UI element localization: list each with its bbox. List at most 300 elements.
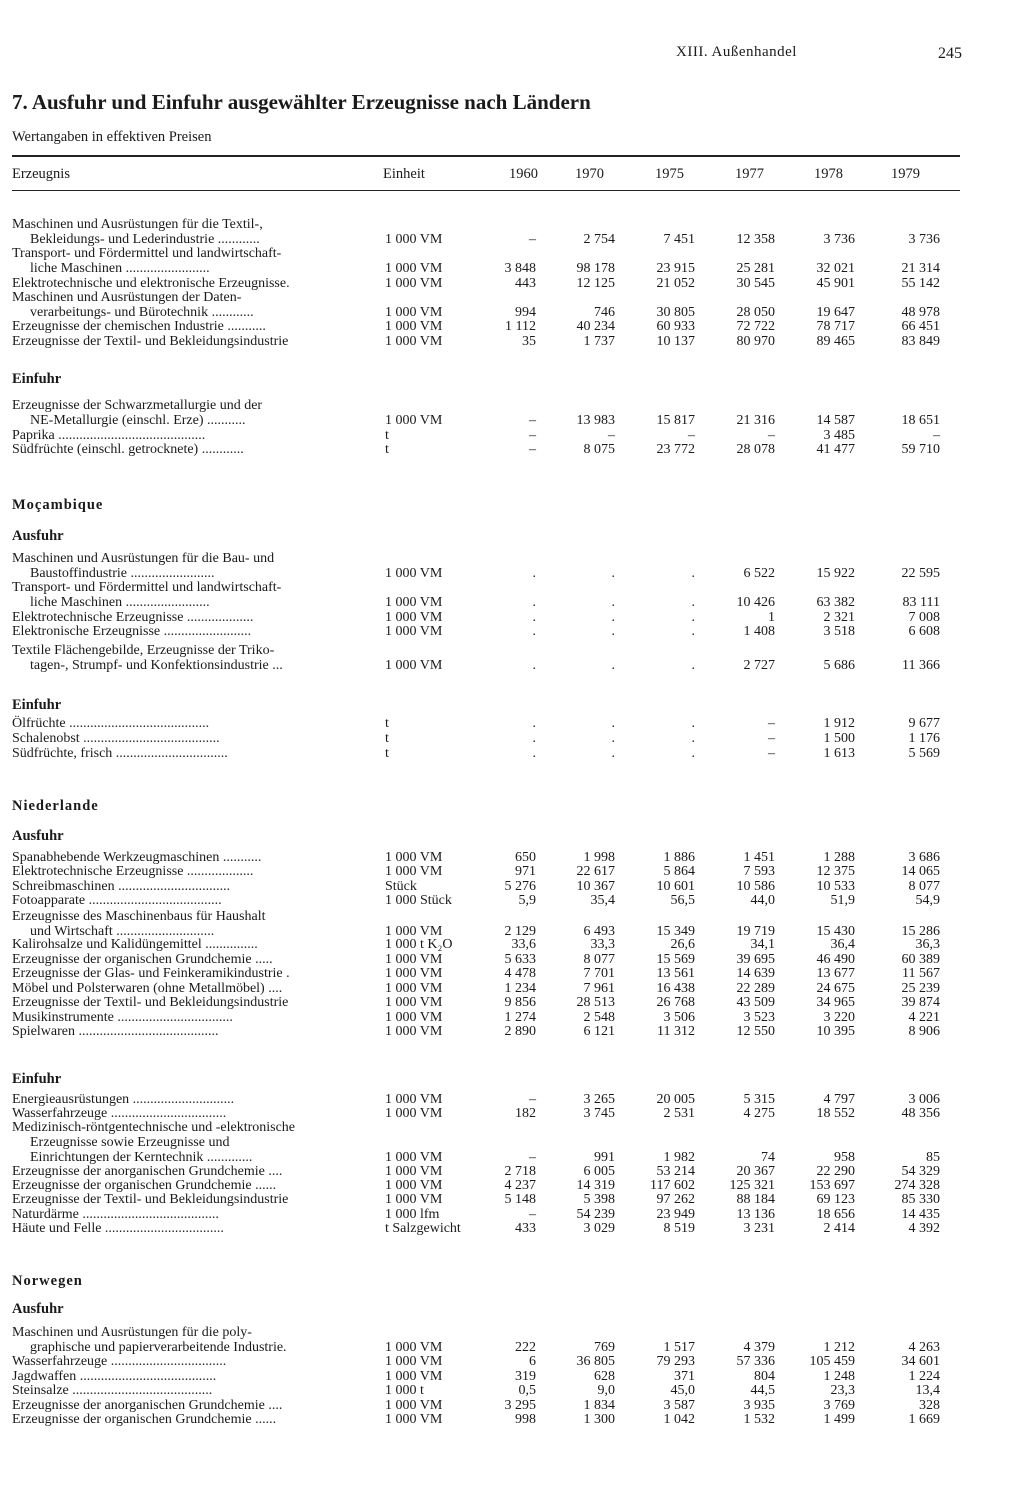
table-row [0,937,1024,952]
product-name: Südfrüchte, frisch ................................ [12,746,228,761]
value-cell: 12 358 [736,232,775,247]
value-cell: 6 493 [583,924,615,939]
value-cell: 319 [515,1369,536,1384]
value-cell: 79 293 [656,1354,695,1369]
group-heading: Einfuhr [12,371,62,387]
unit-cell: 1 000 VM [385,1178,443,1193]
column-header-product: Erzeugnis [12,166,70,182]
value-cell: 51,9 [830,893,855,908]
unit-cell: 1 000 VM [385,1354,443,1369]
unit-cell: 1 000 VM [385,1412,443,1427]
group-heading: Einfuhr [12,1071,62,1087]
value-cell: 3 295 [504,1398,536,1413]
value-cell: 26 768 [656,995,695,1010]
value-cell: – [933,428,940,443]
value-cell: 6 522 [743,566,775,581]
unit-cell: 1 000 lfm [385,1207,440,1222]
value-cell: 6 121 [583,1024,615,1039]
value-cell: 9 856 [504,995,536,1010]
value-cell: 3 265 [583,1092,615,1107]
value-cell: 4 797 [823,1092,855,1107]
unit-cell: 1 000 VM [385,924,443,939]
value-cell: 45 901 [816,276,855,291]
table-row [0,1398,1024,1413]
product-name: Einrichtungen der Kerntechnik ............. [30,1150,253,1165]
value-cell: 54,9 [915,893,940,908]
table-row [0,290,1024,320]
unit-cell: 1 000 VM [385,334,443,349]
value-cell: 19 719 [736,924,775,939]
value-cell: 9,0 [597,1383,615,1398]
value-cell: 8 077 [908,879,940,894]
value-cell: . [611,658,615,673]
product-name: Musikinstrumente ................................. [12,1010,233,1025]
table-row [0,1010,1024,1025]
product-name: Erzeugnisse sowie Erzeugnisse und [30,1135,230,1150]
value-cell: 97 262 [656,1192,695,1207]
value-cell: 23 915 [656,261,695,276]
table-row [0,966,1024,981]
value-cell: 10 367 [576,879,615,894]
value-cell: 10 533 [816,879,855,894]
value-cell: 1 288 [823,850,855,865]
product-name: graphische und papierverarbeitende Industrie. [30,1340,287,1355]
value-cell: 14 639 [736,966,775,981]
value-cell: 44,5 [750,1383,775,1398]
value-cell: 7 008 [908,610,940,625]
value-cell: – [768,716,775,731]
value-cell: 57 336 [736,1354,775,1369]
table-row [0,1383,1024,1398]
value-cell: 83 111 [902,595,940,610]
value-cell: 8 077 [583,952,615,967]
value-cell: 15 569 [656,952,695,967]
table-row [0,893,1024,908]
product-name: Erzeugnisse der anorganischen Grundchemie .... [12,1398,283,1413]
value-cell: 48 356 [901,1106,940,1121]
value-cell: 24 675 [816,981,855,996]
table-row [0,952,1024,967]
table-row [0,1164,1024,1179]
value-cell: 22 617 [576,864,615,879]
product-name: Maschinen und Ausrüstungen für die poly- [12,1325,252,1340]
value-cell: 22 290 [816,1164,855,1179]
table-row [0,1092,1024,1107]
value-cell: . [532,716,536,731]
value-cell: 14 587 [816,413,855,428]
value-cell: 14 065 [901,864,940,879]
unit-cell: t [385,731,389,746]
value-cell: – [529,428,536,443]
value-cell: 1 912 [823,716,855,731]
value-cell: 2 129 [504,924,536,939]
value-cell: 8 075 [583,442,615,457]
value-cell: 1 212 [823,1340,855,1355]
unit-cell: 1 000 VM [385,261,443,276]
value-cell: 28 513 [576,995,615,1010]
value-cell: 7 451 [663,232,695,247]
product-name: Erzeugnisse der organischen Grundchemie ..... [12,952,273,967]
unit-cell: 1 000 VM [385,1369,443,1384]
value-cell: 12 550 [736,1024,775,1039]
unit-cell: t [385,428,389,443]
value-cell: 5 276 [504,879,536,894]
table-row [0,643,1024,673]
value-cell: 15 286 [901,924,940,939]
value-cell: 6 005 [583,1164,615,1179]
column-header-1975: 1975 [655,166,684,182]
value-cell: 98 178 [576,261,615,276]
value-cell: 182 [515,1106,536,1121]
product-name: Maschinen und Ausrüstungen der Daten- [12,290,242,305]
value-cell: 10 395 [816,1024,855,1039]
value-cell: . [611,610,615,625]
product-name: Fotoapparate ...................................... [12,893,222,908]
unit-cell: 1 000 VM [385,566,443,581]
unit-cell: 1 000 VM [385,610,443,625]
product-name: Energieausrüstungen ............................. [12,1092,235,1107]
value-cell: . [611,746,615,761]
value-cell: 10 426 [736,595,775,610]
value-cell: 4 392 [908,1221,940,1236]
unit-cell: 1 000 VM [385,1398,443,1413]
value-cell: 5 569 [908,746,940,761]
value-cell: 3 686 [908,850,940,865]
table-row [0,580,1024,610]
product-name: Erzeugnisse der Textil- und Bekleidungsindustrie [12,1192,289,1207]
table-row [0,217,1024,247]
value-cell: 74 [761,1150,775,1165]
table-row [0,428,1024,443]
value-cell: . [691,716,695,731]
table-header-rule [12,190,960,191]
unit-cell: 1 000 VM [385,1106,443,1121]
product-name: Maschinen und Ausrüstungen für die Bau- und [12,551,275,566]
value-cell: 21 316 [736,413,775,428]
value-cell: 85 330 [901,1192,940,1207]
product-name: Elektrotechnische Erzeugnisse ................... [12,864,254,879]
unit-cell: 1 000 VM [385,850,443,865]
column-header-1970: 1970 [575,166,604,182]
table-row [0,1325,1024,1355]
value-cell: 994 [515,305,536,320]
table-row [0,995,1024,1010]
value-cell: 1 886 [663,850,695,865]
value-cell: 3 006 [908,1092,940,1107]
value-cell: 971 [515,864,536,879]
value-cell: 1 613 [823,746,855,761]
product-name: Elektrotechnische Erzeugnisse ................... [12,610,254,625]
value-cell: 20 005 [656,1092,695,1107]
value-cell: 12 125 [576,276,615,291]
value-cell: 4 379 [743,1340,775,1355]
value-cell: 8 906 [908,1024,940,1039]
value-cell: 15 349 [656,924,695,939]
value-cell: . [611,566,615,581]
table-row [0,624,1024,639]
value-cell: 46 490 [816,952,855,967]
value-cell: 5 686 [823,658,855,673]
value-cell: 13,4 [915,1383,940,1398]
value-cell: 2 890 [504,1024,536,1039]
table-row [0,746,1024,761]
product-name: Schreibmaschinen ................................ [12,879,231,894]
table-row [0,1369,1024,1384]
page-title: 7. Ausfuhr und Einfuhr ausgewählter Erzeugnisse nach Ländern [12,90,591,114]
country-heading: Norwegen [12,1273,83,1289]
value-cell: 2 321 [823,610,855,625]
value-cell: 153 697 [809,1178,855,1193]
product-name: liche Maschinen ........................ [30,595,210,610]
value-cell: 1 234 [504,981,536,996]
value-cell: 41 477 [816,442,855,457]
value-cell: 33,3 [590,937,615,952]
value-cell: 7 593 [743,864,775,879]
product-name: Textile Flächengebilde, Erzeugnisse der Triko- [12,643,275,658]
value-cell: 14 319 [576,1178,615,1193]
table-top-rule [12,155,960,157]
value-cell: . [691,595,695,610]
value-cell: 3 231 [743,1221,775,1236]
value-cell: 48 978 [901,305,940,320]
product-name: Wasserfahrzeuge ................................. [12,1354,227,1369]
unit-cell: t [385,716,389,731]
value-cell: 19 647 [816,305,855,320]
value-cell: 26,6 [670,937,695,952]
product-name: und Wirtschaft ............................ [30,924,215,939]
product-name: Elektrotechnische und elektronische Erzeugnisse. [12,276,290,291]
unit-cell: t Salzgewicht [385,1221,461,1236]
group-heading: Ausfuhr [12,528,64,544]
value-cell: 3 745 [583,1106,615,1121]
unit-cell: t [385,746,389,761]
value-cell: 628 [594,1369,615,1384]
unit-cell: 1 000 VM [385,413,443,428]
value-cell: 125 321 [729,1178,775,1193]
value-cell: 35,4 [590,893,615,908]
value-cell: 958 [834,1150,855,1165]
value-cell: 9 677 [908,716,940,731]
value-cell: 0,5 [518,1383,536,1398]
product-name: Bekleidungs- und Lederindustrie ............ [30,232,260,247]
unit-cell: 1 000 Stück [385,893,452,908]
value-cell: 5 315 [743,1092,775,1107]
value-cell: 443 [515,276,536,291]
value-cell: 33,6 [511,937,536,952]
value-cell: – [529,232,536,247]
value-cell: 3 523 [743,1010,775,1025]
unit-cell: 1 000 VM [385,966,443,981]
table-row [0,1221,1024,1236]
value-cell: 13 561 [656,966,695,981]
column-header-1977: 1977 [735,166,764,182]
value-cell: 4 478 [504,966,536,981]
table-row [0,716,1024,731]
value-cell: – [608,428,615,443]
value-cell: . [691,566,695,581]
value-cell: 3 485 [823,428,855,443]
value-cell: 25 239 [901,981,940,996]
value-cell: 28 050 [736,305,775,320]
page-number: 245 [938,45,962,62]
value-cell: 22 595 [901,566,940,581]
value-cell: 36,3 [915,937,940,952]
value-cell: 222 [515,1340,536,1355]
product-name: Schalenobst ....................................... [12,731,220,746]
table-row [0,879,1024,894]
value-cell: – [529,1150,536,1165]
value-cell: 6 608 [908,624,940,639]
table-row [0,442,1024,457]
value-cell: 13 983 [576,413,615,428]
product-name: Naturdärme ....................................... [12,1207,219,1222]
value-cell: 28 078 [736,442,775,457]
product-name: verarbeitungs- und Bürotechnik ............ [30,305,254,320]
product-name: Erzeugnisse des Maschinenbaus für Haushalt [12,909,266,924]
unit-cell: 1 000 VM [385,624,443,639]
unit-cell: 1 000 VM [385,276,443,291]
value-cell: 34 965 [816,995,855,1010]
value-cell: 10 586 [736,879,775,894]
table-row [0,850,1024,865]
unit-cell: t [385,442,389,457]
value-cell: . [611,595,615,610]
value-cell: 3 506 [663,1010,695,1025]
value-cell: 5 864 [663,864,695,879]
value-cell: 3 736 [908,232,940,247]
value-cell: . [691,746,695,761]
table-row [0,1412,1024,1427]
value-cell: 3 220 [823,1010,855,1025]
product-name: Erzeugnisse der anorganischen Grundchemie .... [12,1164,283,1179]
value-cell: 4 221 [908,1010,940,1025]
value-cell: 1 [768,610,775,625]
product-name: Transport- und Fördermittel und landwirtschaft- [12,580,282,595]
value-cell: 56,5 [670,893,695,908]
value-cell: 18 651 [901,413,940,428]
product-name: Häute und Felle .................................. [12,1221,224,1236]
value-cell: 10 601 [656,879,695,894]
product-name: Erzeugnisse der chemischen Industrie ........... [12,319,266,334]
value-cell: 45,0 [670,1383,695,1398]
value-cell: 20 367 [736,1164,775,1179]
unit-cell: 1 000 VM [385,952,443,967]
value-cell: – [529,413,536,428]
value-cell: 80 970 [736,334,775,349]
table-row [0,1106,1024,1121]
value-cell: 39 695 [736,952,775,967]
table-row [0,1024,1024,1039]
value-cell: – [529,442,536,457]
value-cell: 3 769 [823,1398,855,1413]
value-cell: 14 435 [901,1207,940,1222]
value-cell: 5 633 [504,952,536,967]
value-cell: 2 531 [663,1106,695,1121]
value-cell: 117 602 [650,1178,695,1193]
value-cell: 1 451 [743,850,775,865]
value-cell: 2 414 [823,1221,855,1236]
value-cell: 3 736 [823,232,855,247]
product-name: Erzeugnisse der organischen Grundchemie ...... [12,1412,277,1427]
table-row [0,981,1024,996]
value-cell: 1 176 [908,731,940,746]
unit-cell: 1 000 VM [385,232,443,247]
value-cell: 44,0 [750,893,775,908]
value-cell: 433 [515,1221,536,1236]
product-name: Steinsalze ........................................ [12,1383,213,1398]
value-cell: 6 [529,1354,536,1369]
unit-cell: 1 000 VM [385,1010,443,1025]
table-header [0,166,1024,186]
unit-cell: 1 000 VM [385,1192,443,1207]
column-header-1979: 1979 [891,166,920,182]
product-name: liche Maschinen ........................ [30,261,210,276]
value-cell: 650 [515,850,536,865]
value-cell: 11 312 [657,1024,695,1039]
value-cell: 2 727 [743,658,775,673]
value-cell: 1 737 [583,334,615,349]
value-cell: 21 052 [656,276,695,291]
value-cell: 5 148 [504,1192,536,1207]
table-row [0,909,1024,939]
value-cell: 3 029 [583,1221,615,1236]
value-cell: 40 234 [576,319,615,334]
value-cell: . [532,658,536,673]
unit-cell: 1 000 VM [385,595,443,610]
value-cell: 39 874 [901,995,940,1010]
value-cell: 11 366 [902,658,940,673]
value-cell: 54 329 [901,1164,940,1179]
value-cell: 10 137 [656,334,695,349]
unit-cell: 1 000 VM [385,995,443,1010]
table-row [0,276,1024,291]
product-name: Maschinen und Ausrüstungen für die Textil-, [12,217,263,232]
value-cell: . [532,595,536,610]
country-heading: Moçambique [12,497,104,513]
value-cell: 1 042 [663,1412,695,1427]
product-name: Erzeugnisse der Glas- und Feinkeramikindustrie . [12,966,290,981]
product-name: Spanabhebende Werkzeugmaschinen ........... [12,850,262,865]
product-name: Jagdwaffen ....................................... [12,1369,217,1384]
product-name: Medizinisch-röntgentechnische und -elektronische [12,1120,296,1135]
product-name: Erzeugnisse der Textil- und Bekleidungsindustrie [12,995,289,1010]
table-row [0,398,1024,428]
product-name: Erzeugnisse der Schwarzmetallurgie und der [12,398,263,413]
value-cell: – [768,428,775,443]
unit-cell: 1 000 VM [385,319,443,334]
value-cell: 274 328 [894,1178,940,1193]
column-header-1978: 1978 [814,166,843,182]
unit-cell: Stück [385,879,417,894]
table-row [0,319,1024,334]
value-cell: 69 123 [816,1192,855,1207]
value-cell: – [529,1092,536,1107]
value-cell: 43 509 [736,995,775,1010]
value-cell: 53 214 [656,1164,695,1179]
table-row [0,551,1024,581]
value-cell: 59 710 [901,442,940,457]
product-name: Transport- und Fördermittel und landwirtschaft- [12,246,282,261]
table-row [0,864,1024,879]
product-name: Paprika .......................................... [12,428,206,443]
value-cell: 7 961 [583,981,615,996]
value-cell: 66 451 [901,319,940,334]
product-name: Südfrüchte (einschl. getrocknete) ............ [12,442,244,457]
value-cell: 23 772 [656,442,695,457]
value-cell: 13 677 [816,966,855,981]
column-header-1960: 1960 [509,166,538,182]
value-cell: 371 [674,1369,695,1384]
